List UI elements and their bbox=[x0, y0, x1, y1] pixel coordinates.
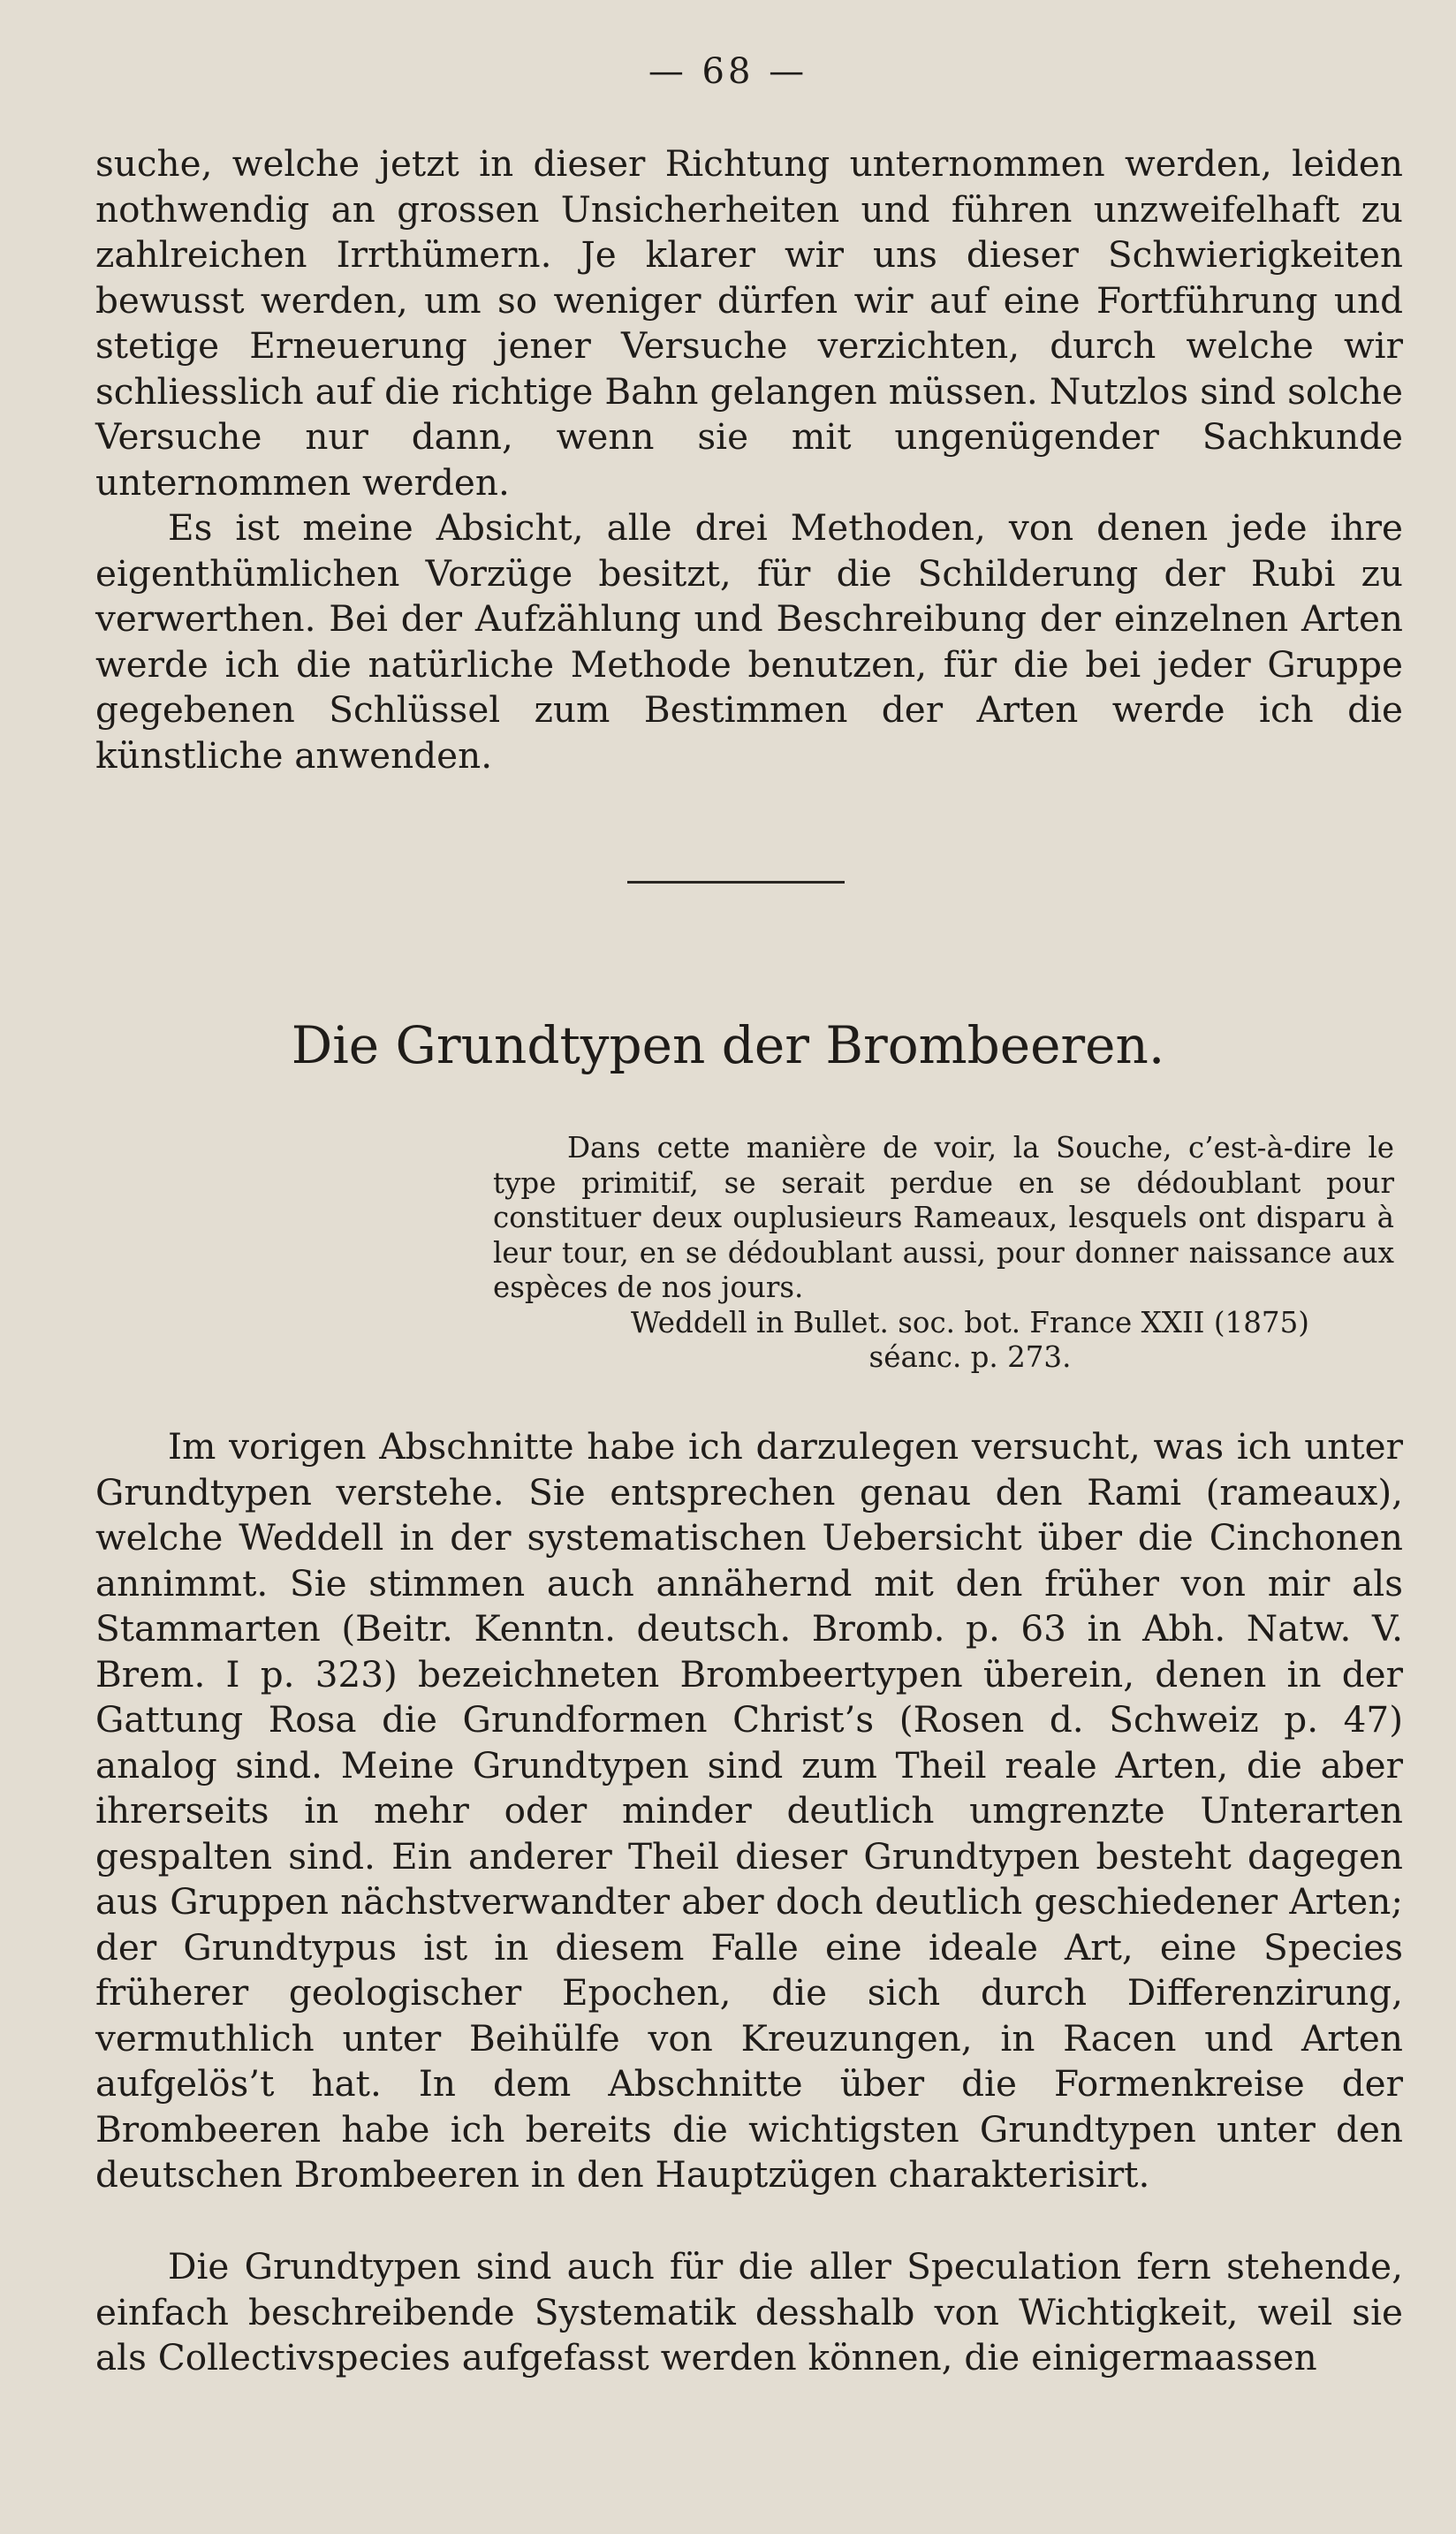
epigraph-citation-page: séanc. p. 273. bbox=[868, 1340, 1072, 1374]
body-paragraph-3: Im vorigen Abschnitte habe ich darzulegen versucht, was ich unter Grundtypen verstehe. Sie entsprechen genau den Rami (rameaux), welche Weddell in der systematischen Uebersicht über die Cinchonen annimmt. Sie stimmen auch annähernd mit den früher von mir als Stammarten (Beitr. Kenntn. deutsch. Bromb. p. 63 in Abh. Natw. V. Brem. I p. 323) bezeichneten Brombeertypen überein, denen in der Gattung Rosa die Grundformen Christ’s (Rosen d. Schweiz p. 47) analog sind. Meine Grundtypen sind zum Theil reale Arten, die aber ihrerseits in mehr oder minder deutlich umgrenzte Unterarten gespalten sind. Ein anderer Theil dieser Grundtypen besteht dagegen aus Gruppen nächstverwandter aber doch deutlich geschiedener Arten; der Grundtypus ist in diesem Falle eine ideale Art, eine Species früherer geologischer Epochen, die sich durch Differenzirung, vermuthlich unter Beihülfe von Kreuzungen, in Racen und Arten aufgelös’t hat. In dem Abschnitte über die Formenkreise der Brombeeren habe ich bereits die wichtigsten Grundtypen unter den deutschen Brombeeren in den Hauptzügen charakterisirt. bbox=[95, 1425, 1403, 2196]
section-divider bbox=[627, 881, 845, 884]
epigraph-quote: Dans cette manière de voir, la Souche, c’est-à-dire le type primitif, se serait perdue en se dédoublant pour constituer deux ouplusieurs Rameaux, lesquels ont disparu à leur tour, en se dédoublant aussi, pour donner naissance aux espèces de nos jours. bbox=[493, 1131, 1394, 1304]
page-number: — 68 — bbox=[648, 51, 808, 92]
body-paragraph-4: Die Grundtypen sind auch für die aller Speculation fern stehende, einfach beschreibende Systematik desshalb von Wichtigkeit, weil sie als Collectivspecies aufgefasst werden können, die einigermaassen bbox=[95, 2245, 1403, 2378]
body-paragraph-2: Es ist meine Absicht, alle drei Methoden, von denen jede ihre eigenthümlichen Vorzüge besitzt, für die Schilderung der Rubi zu verwerthen. Bei der Aufzählung und Beschreibung der einzelnen Arten werde ich die natürliche Methode benutzen, für die bei jeder Gruppe gegebenen Schlüssel zum Bestimmen der Arten werde ich die künstliche anwenden. bbox=[95, 506, 1403, 777]
epigraph bbox=[493, 1131, 1394, 1376]
body-paragraph-1: suche, welche jetzt in dieser Richtung unternommen werden, leiden nothwendig an grossen Unsicherheiten und führen unzweifelhaft zu zahlreichen Irrthümern. Je klarer wir uns dieser Schwierigkeiten bewusst werden, um so weniger dürfen wir auf eine Fortführung und stetige Erneuerung jener Versuche verzichten, durch welche wir schliesslich auf die richtige Bahn gelangen müssen. Nutzlos sind solche Versuche nur dann, wenn sie mit ungenügender Sachkunde unternommen werden. bbox=[95, 142, 1403, 504]
epigraph-citation: Weddell in Bullet. soc. bot. France XXII (1875) bbox=[631, 1305, 1309, 1339]
section-title: Die Grundtypen der Brombeeren. bbox=[291, 1015, 1165, 1075]
